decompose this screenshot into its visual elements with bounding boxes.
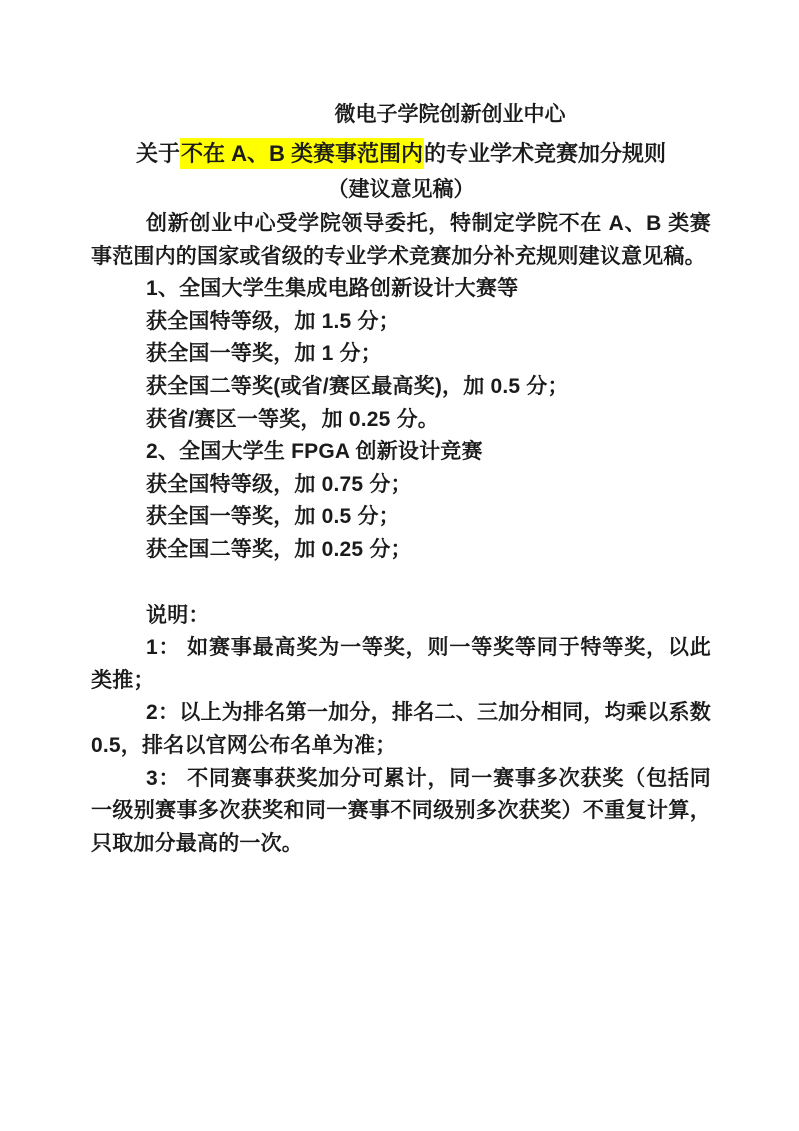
document-content <box>91 95 711 860</box>
draft-note: （建议意见稿） <box>327 178 475 201</box>
section-2-item: 获全国一等奖，加 0.5 分； <box>146 505 400 529</box>
section-2-item: 获全国特等级，加 0.75 分； <box>146 472 412 496</box>
note-item: 2：以上为排名第一加分，排名二、三加分相同，均乘以系数 0.5，排名以官网公布名单为准； <box>91 701 711 757</box>
blank-line <box>91 567 711 600</box>
subtitle-suffix: 的专业学术竞赛加分规则 <box>424 141 667 166</box>
subtitle-prefix: 关于 <box>135 141 180 166</box>
note-item: 1： 如赛事最高奖为一等奖，则一等奖等同于特等奖，以此类推； <box>91 636 711 692</box>
document-title: 微电子学院创新创业中心 <box>334 103 566 126</box>
section-1-item: 获省/赛区一等奖，加 0.25 分。 <box>146 407 439 431</box>
note-item: 3： 不同赛事获奖加分可累计，同一赛事多次获奖（包括同一级别赛事多次获奖和同一赛事不同级别多次获奖）不重复计算，只取加分最高的一次。 <box>91 766 711 855</box>
section-1-item: 获全国二等奖(或省/赛区最高奖)，加 0.5 分； <box>146 374 569 398</box>
subtitle-highlighted-text: 不在 A、B 类赛事范围内 <box>180 138 424 169</box>
section-2-heading: 2、全国大学生 FPGA 创新设计竞赛 <box>146 440 483 464</box>
section-1-item: 获全国一等奖，加 1 分； <box>146 342 382 366</box>
section-2-item: 获全国二等奖，加 0.25 分； <box>146 537 412 561</box>
section-1-item: 获全国特等级，加 1.5 分； <box>146 309 400 333</box>
notes-heading: 说明： <box>146 603 210 627</box>
intro-paragraph: 创新创业中心受学院领导委托，特制定学院不在 A、B 类赛事范围内的国家或省级的专业学术竞赛加分补充规则建议意见稿。 <box>91 212 711 268</box>
section-1-heading: 1、全国大学生集成电路创新设计大赛等 <box>146 277 519 301</box>
document-subtitle <box>91 135 711 172</box>
